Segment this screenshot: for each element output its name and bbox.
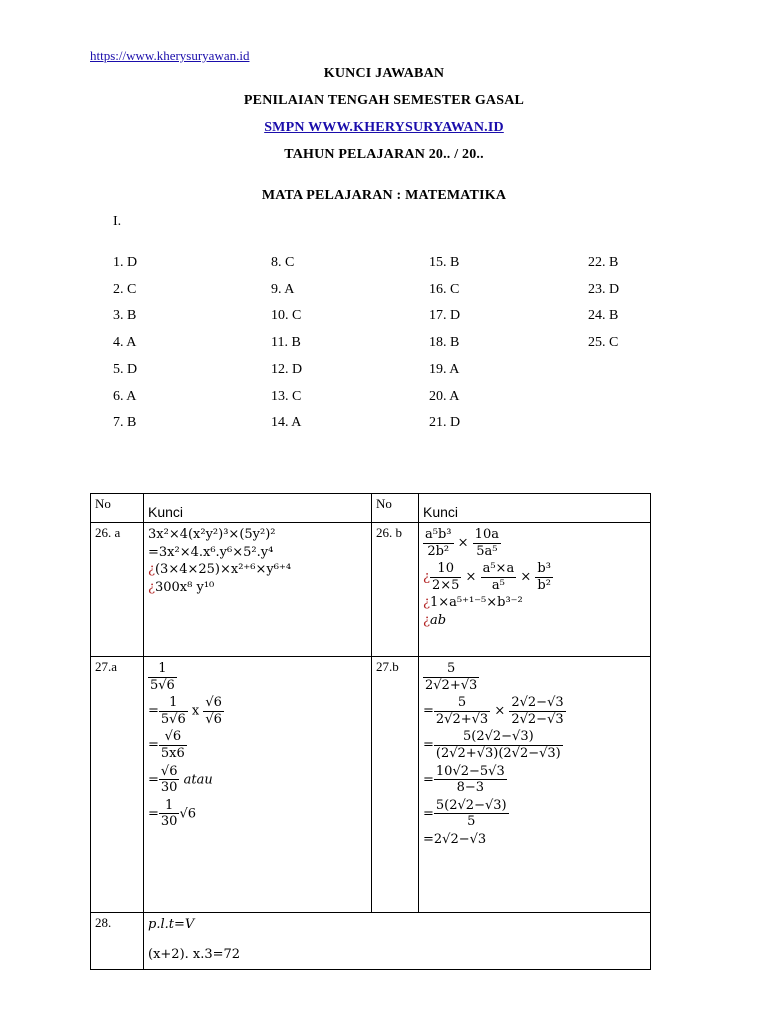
row-label-26a: 26. a	[91, 523, 144, 657]
answer-item: 10. C	[271, 308, 302, 324]
row-label-26b: 26. b	[372, 523, 419, 657]
answer-item: 18. B	[429, 335, 460, 351]
answer-item: 15. B	[429, 255, 460, 270]
answer-item: 23. D	[588, 281, 620, 297]
answer-item: 3. B	[113, 308, 137, 324]
col-header-kunci-2: Kunci	[419, 494, 651, 523]
answer-item: 17. D	[429, 308, 461, 324]
answer-26a: 3x²×4(x²y²)³×(5y²)² =3x²×4.x⁶.y⁶×5².y⁴ ¿(3×4×25)×x²⁺⁶×y⁶⁺⁴ ¿300x⁸ y¹⁰	[144, 523, 372, 657]
answer-26b: $\frac{\text{a⁵b³}}{\text{2b²}}$ × $\frac{10a}{\text{5a⁵}}$ ¿ $\frac{10}{2\times 5}$ × $\frac{\text{a⁵×a}}{\text{a⁵}}$ × $\frac{\text{b³}}{\text{b²}}$ ¿1×a⁵⁺¹⁻⁵×b³⁻² ¿ab	[419, 523, 651, 657]
answer-item: 5. D	[113, 361, 138, 377]
subject: MATA PELAJARAN : MATEMATIKA	[261, 188, 507, 203]
answer-item: 2. C	[113, 281, 137, 297]
col-header-no-2: No	[372, 494, 419, 523]
answer-item: 9. A	[271, 281, 295, 297]
answer-item: 1. D	[113, 255, 138, 270]
answer-item: 16. C	[429, 281, 460, 297]
answer-item: 20. A	[429, 388, 460, 404]
answer-item: 6. A	[113, 388, 137, 404]
section-label: I.	[113, 214, 122, 229]
answer-item: 7. B	[113, 415, 137, 431]
row-label-27a: 27.a	[91, 657, 144, 913]
row-label-27b: 27.b	[372, 657, 419, 913]
exam-name: PENILAIAN TENGAH SEMESTER GASAL	[243, 93, 525, 108]
answer-27a: $\frac{1}{5√6}$ = $\frac{1}{5√6}$ x $\frac{√6}{√6}$ = $\frac{√6}{5x6}$ = $\frac{√6}{30}$ atau = $\frac{1}{30}$ √6	[144, 657, 372, 913]
answer-28: p.l.t=V (x+2). x.3=72	[144, 913, 651, 970]
answer-27b: $\frac{5}{2√2+√3}$ = $\frac{5}{2√2+√3}$ × $\frac{2√2-√3}{2√2-√3}$ = $\frac{5(2√2-√3)}{(2√2+√3)(2√2-√3)}$ = $\frac{10√2-5√3}{8-3}$ = $\frac{5(2√2-√3)}{5}$ =2√2−√3	[419, 657, 651, 913]
answer-item: 13. C	[271, 388, 302, 404]
answer-item: 8. C	[271, 255, 295, 270]
school-link[interactable]: SMPN WWW.KHERYSURYAWAN.ID	[264, 120, 504, 135]
answer-item: 22. B	[588, 255, 619, 270]
page-title: KUNCI JAWABAN	[323, 66, 445, 81]
school-year: TAHUN PELAJARAN 20.. / 20..	[284, 147, 484, 162]
answer-item: 19. A	[429, 361, 460, 377]
answer-item: 11. B	[271, 335, 301, 351]
answer-item: 4. A	[113, 335, 137, 351]
answer-item: 24. B	[588, 308, 619, 324]
answer-item: 21. D	[429, 415, 461, 431]
col-header-kunci: Kunci	[144, 494, 372, 523]
source-link[interactable]: https://www.kherysuryawan.id	[90, 48, 250, 63]
answer-table	[90, 493, 651, 970]
answer-item: 14. A	[271, 415, 302, 431]
answer-item: 12. D	[271, 361, 303, 377]
answer-item: 25. C	[588, 335, 619, 351]
col-header-no: No	[91, 494, 144, 523]
row-label-28: 28.	[91, 913, 144, 970]
